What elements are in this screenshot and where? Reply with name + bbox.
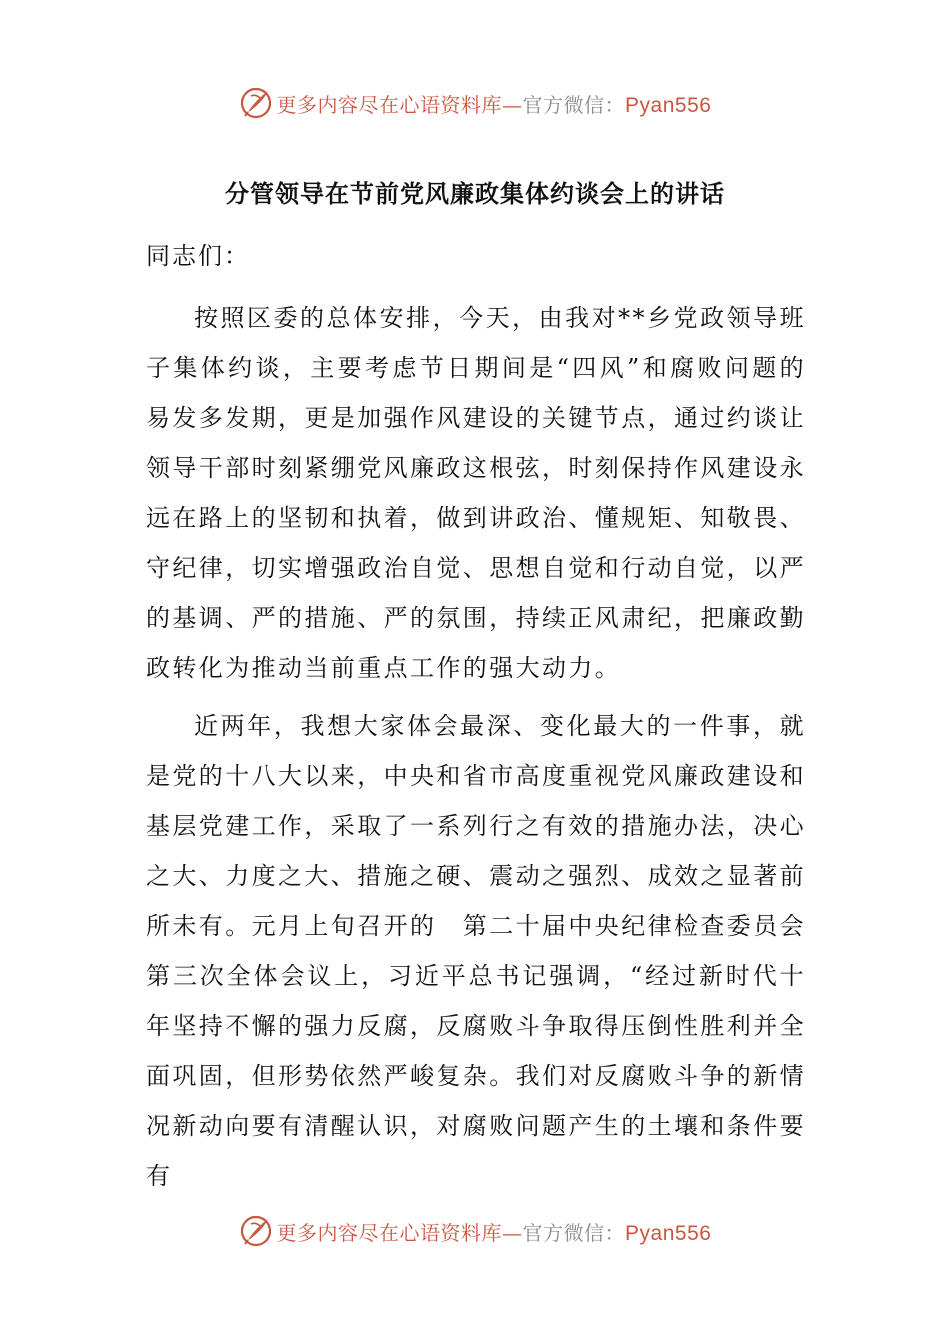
banner-slogan: 更多内容尽在心语资料库 xyxy=(276,92,503,117)
footer-banner xyxy=(0,1211,950,1251)
banner-slogan: 更多内容尽在心语资料库 xyxy=(276,1220,503,1245)
quill-logo-icon xyxy=(239,86,273,120)
banner-wechat-id: Pyan556 xyxy=(625,93,712,117)
paragraph: 近两年，我想大家体会最深、变化最大的一件事，就是党的十八大以来，中央和省市高度重视党风廉政建设和基层党建工作，采取了一系列行之有效的措施办法，决心之大、力度之大、措施之硬、震动之强烈、成效之显著前所未有。元月上旬召开的 第二十届中央纪律检查委员会第三次全体会议上，习近平总书记强调，“经过新时代十年坚持不懈的强力反腐，反腐败斗争取得压倒性胜利并全面巩固，但形势依然严峻复杂。我们对反腐败斗争的新情况新动向要有清醒认识，对腐败问题产生的土壤和条件要有 xyxy=(146,712,806,1190)
banner-wechat-id: Pyan556 xyxy=(625,1221,712,1245)
banner-wechat-label: 官方微信： xyxy=(522,1220,626,1245)
banner-dash: — xyxy=(502,92,523,117)
document-body xyxy=(146,293,806,1209)
banner-text xyxy=(277,1217,712,1246)
quill-logo-icon xyxy=(239,1214,273,1248)
banner-wechat-label: 官方微信： xyxy=(522,92,626,117)
paragraph: 按照区委的总体安排，今天，由我对**乡党政领导班子集体约谈，主要考虑节日期间是“四风”和腐败问题的易发多发期，更是加强作风建设的关键节点，通过约谈让领导干部时刻紧绷党风廉政这根弦，时刻保持作风建设永远在路上的坚韧和执着，做到讲政治、懂规矩、知敬畏、守纪律，切实增强政治自觉、思想自觉和行动自觉，以严的基调、严的措施、严的氛围，持续正风肃纪，把廉政勤政转化为推动当前重点工作的强大动力。 xyxy=(146,304,806,682)
banner-dash: — xyxy=(502,1220,523,1245)
banner-text xyxy=(277,89,712,118)
document-title: 分管领导在节前党风廉政集体约谈会上的讲话 xyxy=(225,179,725,208)
salutation: 同志们： xyxy=(146,242,250,270)
header-banner xyxy=(0,83,950,123)
